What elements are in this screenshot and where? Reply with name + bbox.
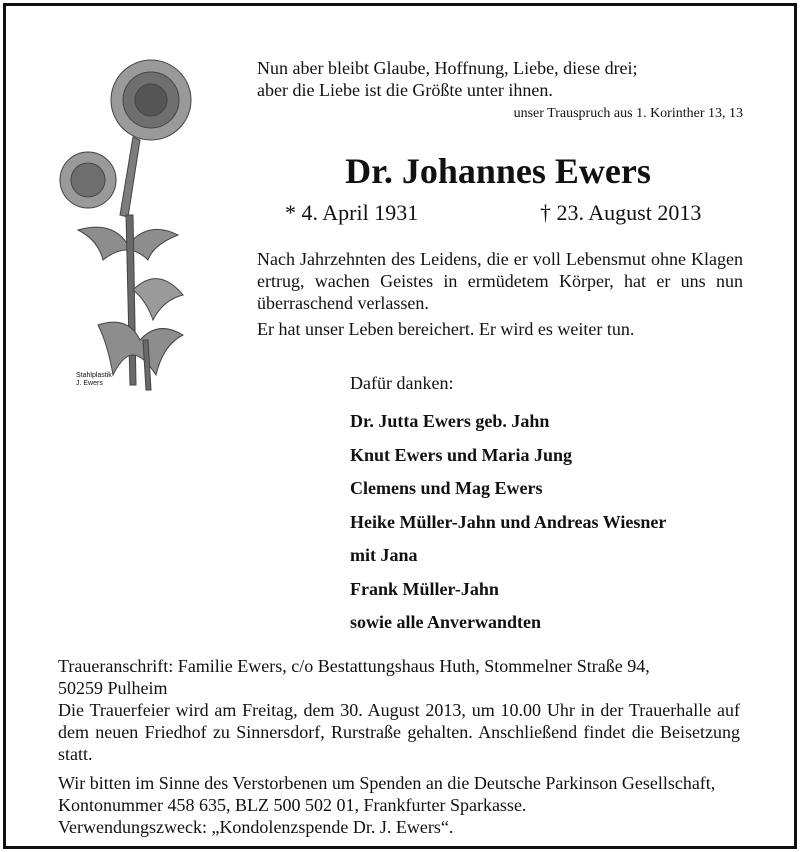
donation-line-3: Verwendungszweck: „Kondolenzspende Dr. J. Ewers“.: [58, 817, 454, 837]
artwork-caption: [76, 372, 112, 388]
artwork-caption-line1: Stahlplastik: [76, 372, 112, 379]
verse-line-1: Nun aber bleibt Glaube, Hoffnung, Liebe, diese drei;: [257, 58, 638, 78]
tribute-paragraph-1: Nach Jahrzehnten des Leidens, die er voll Lebensmut ohne Klagen ertrug, wachen Geistes in ermüdetem Körper, hat er uns nun überraschend verlassen.: [257, 249, 743, 313]
tribute-paragraph-2: Er hat unser Leben bereichert. Er wird es weiter tun.: [257, 319, 635, 339]
mourner-name: mit Jana: [350, 545, 418, 565]
deceased-name: Dr. Johannes Ewers: [345, 151, 651, 191]
thanks-intro: Dafür danken:: [350, 373, 454, 393]
mourners-list: [350, 405, 666, 640]
footer-info: [58, 655, 740, 838]
artwork-caption-line2: J. Ewers: [76, 380, 103, 387]
verse-line-2: aber die Liebe ist die Größte unter ihnen.: [257, 80, 553, 100]
birth-date: * 4. April 1931: [285, 200, 419, 225]
donation-line-2: Kontonummer 458 635, BLZ 500 502 01, Frankfurter Sparkasse.: [58, 795, 527, 815]
death-date: † 23. August 2013: [540, 200, 702, 225]
mourner-name: Clemens und Mag Ewers: [350, 478, 543, 498]
steel-flower-sculpture-image: [58, 55, 208, 395]
address-line-1: Traueranschrift: Familie Ewers, c/o Bestattungshaus Huth, Stommelner Straße 94,: [58, 656, 650, 676]
mourner-name: Frank Müller-Jahn: [350, 578, 499, 599]
address-line-2: 50259 Pulheim: [58, 678, 168, 698]
mourner-name: Knut Ewers und Maria Jung: [350, 444, 573, 465]
bible-verse: [257, 57, 638, 101]
mourner-name: Heike Müller-Jahn und Andreas Wiesner: [350, 511, 667, 532]
donation-line-1: Wir bitten im Sinne des Verstorbenen um Spenden an die Deutsche Parkinson Gesellschaft,: [58, 773, 716, 793]
verse-reference: unser Trauspruch aus 1. Korinther 13, 13: [513, 106, 743, 121]
mourner-name: Dr. Jutta Ewers geb. Jahn: [350, 411, 550, 431]
mourner-name: sowie alle Anverwandten: [350, 612, 541, 632]
ceremony-info: Die Trauerfeier wird am Freitag, dem 30. August 2013, um 10.00 Uhr in der Trauerhalle auf dem neuen Friedhof zu Sinnersdorf, Rurstraße gehalten. Anschließend findet die Beisetzung statt.: [58, 700, 740, 764]
